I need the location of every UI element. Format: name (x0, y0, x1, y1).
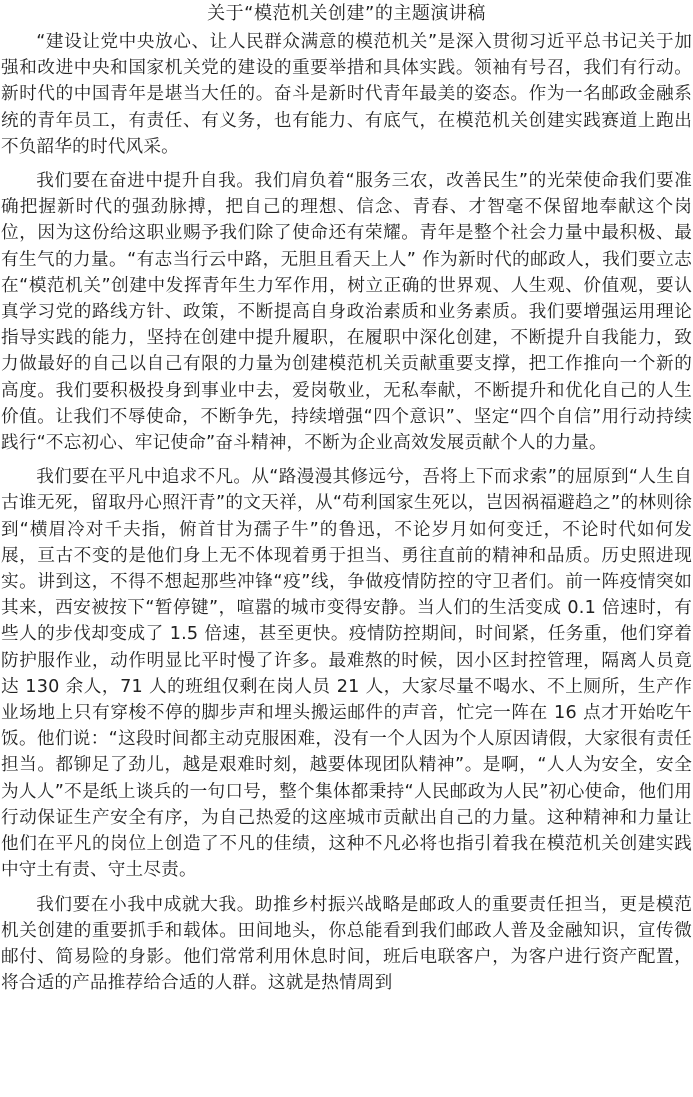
paragraph-1: “建设让党中央放心、让人民群众满意的模范机关”是深入贯彻习近平总书记关于加强和改进中央和国家机关党的建设的重要举措和具体实践。领袖有号召，我们有行动。新时代的中国青年是堪当大任的。奋斗是新时代青年最美的姿态。作为一名邮政金融系统的青年员工，有责任、有义务，也有能力、有底气，在模范机关创建实践赛道上跑出不负韶华的时代风采。 (1, 32, 692, 157)
document-title: 关于“模范机关创建”的主题演讲稿 (207, 3, 486, 24)
document-body (0, 29, 693, 996)
paragraph-4: 我们要在小我中成就大我。助推乡村振兴战略是邮政人的重要责任担当，更是模范机关创建的重要抓手和载体。田间地头，你总能看到我们邮政人普及金融知识，宣传微邮付、简易险的身影。他们常常利用休息时间，班后电联客户，为客户进行资产配置，将合适的产品推荐给合适的人群。这就是热情周到 (1, 894, 692, 994)
paragraph-2: 我们要在奋进中提升自我。我们肩负着“服务三农，改善民生”的光荣使命我们要准确把握新时代的强劲脉搏，把自己的理想、信念、青春、才智毫不保留地奉献这个岗位，因为这份给这职业赐予我们除了使命还有荣耀。青年是整个社会力量中最积极、最有生气的力量。“有志当行云中路，无胆且看天上人” 作为新时代的邮政人，我们要立志在“模范机关”创建中发挥青年生力军作用，树立正确的世界观、人生观、价值观，要认真学习党的路线方针、政策，不断提高自身政治素质和业务素质。我们要增强运用理论指导实践的能力，坚持在创建中提升履职，在履职中深化创建，不断提升自我能力，致力做最好的自己以自己有限的力量为创建模范机关贡献重要支撑，把工作推向一个新的高度。我们要积极投身到事业中去，爱岗敬业，无私奉献，不断提升和优化自己的人生价值。让我们不辱使命，不断争先，持续增强“四个意识”、坚定“四个自信”用行动持续践行“不忘初心、牢记使命”奋斗精神，不断为企业高效发展贡献个人的力量。 (1, 171, 692, 454)
paragraph-3: 我们要在平凡中追求不凡。从“路漫漫其修远兮，吾将上下而求索”的屈原到“人生自古谁无死，留取丹心照汗青”的文天祥，从“苟利国家生死以，岂因祸福避趋之”的林则徐到“横眉冷对千夫指，俯首甘为孺子牛”的鲁迅，不论岁月如何变迁，不论时代如何发展，亘古不变的是他们身上无不体现着勇于担当、勇往直前的精神和品质。历史照进现实。讲到这，不得不想起那些冲锋“疫”线，争做疫情防控的守卫者们。前一阵疫情突如其来，西安被按下“暂停键”，喧嚣的城市变得安静。当人们的生活变成 0.1 倍速时，有些人的步伐却变成了 1.5 倍速，甚至更快。疫情防控期间，时间紧，任务重，他们穿着防护服作业，动作明显比平时慢了许多。最难熬的时候，因小区封控管理，隔离人员竟达 130 余人，71 人的班组仅剩在岗人员 21 人，大家尽量不喝水、不上厕所，生产作业场地上只有穿梭不停的脚步声和埋头搬运邮件的声音，忙完一阵在 16 点才开始吃午饭。他们说：“这段时间都主动克服困难，没有一个人因为个人原因请假，大家很有责任担当。都铆足了劲儿，越是艰难时刻，越要体现团队精神”。是啊，“人人为安全，安全为人人”不是纸上谈兵的一句口号，整个集体都秉持“人民邮政为人民”初心使命，他们用行动保证生产安全有序，为自己热爱的这座城市贡献出自己的力量。这种精神和力量让他们在平凡的岗位上创造了不凡的佳绩，这种不凡必将也指引着我在模范机关创建实践中守土有责、守土尽责。 (1, 467, 692, 881)
